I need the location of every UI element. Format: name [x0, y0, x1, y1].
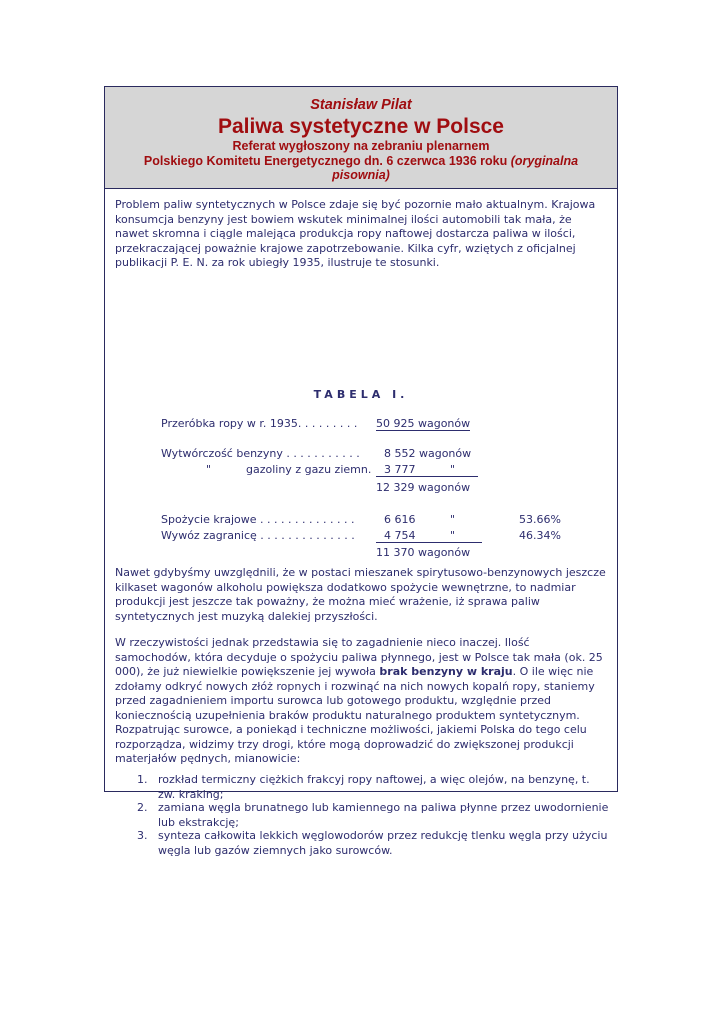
table-value-natural-gasoline: 3 777 [384, 463, 416, 476]
paragraph-2: Nawet gdybyśmy uwzględnili, że w postaci mieszanek spirytusowo-benzynowych jeszcze kilkaset wagonów alkoholu powiększa dodatkowo spożycie wewnętrzne, to nadmiar produkcji jest jeszcze tak poważny, że można mieć wrażenie, iż sprawa paliw syntetycznych jest muzyką dalekiej przyszłości. [115, 566, 606, 623]
document-title: Paliwa systetyczne w Polsce [218, 115, 504, 138]
list-item-number: 1. [137, 773, 148, 786]
document-frame [104, 86, 618, 857]
paragraph-3-start: W rzeczywistości jednak przedstawia się to zagadnienie nieco inaczej. Ilość samochodów, która decyduje o spożyciu paliwa płynnego, jest w Polsce tak mała (ok. 25 000), że już niewielkie powiększenie jej wywoła [115, 636, 603, 678]
list-item-number: 2. [137, 801, 148, 814]
list-item-number: 3. [137, 829, 148, 842]
table-value-domestic-consumption: 6 616 [384, 513, 416, 526]
list-item-text: rozkład termiczny ciężkich frakcyj ropy naftowej, a więc olejów, na benzynę, t. zw. kraking; [158, 773, 590, 801]
table-label-domestic-consumption: Spożycie krajowe . . . . . . . . . . . . . . [161, 513, 355, 526]
table-value-export: 4 754 [384, 529, 416, 542]
paragraph-3-emphasis: brak benzyny w kraju [379, 665, 513, 678]
subtitle-line-2 [105, 154, 617, 183]
subtitle-note: (oryginalna pisownia) [332, 153, 579, 182]
table-title: TABELA I. [313, 388, 409, 401]
paragraph-3-end: . O ile więc nie zdołamy odkryć nowych złóż ropnych i rozwinąć na nich nowych kopalń ropy, staniemy przed zagadnieniem importu surowca lub gotowego produktu, względnie przed koniecznością uzupełnienia braków produktu naturalnego produktem syntetycznym. Rozpatrując surowce, a poniekąd i techniczne możliwości, jakiemi Polska do tego celu rozporządza, widzimy trzy drogi, które mogą doprowadzić do zwiększonej produkcji materjałów pędnych, mianowicie: [115, 665, 595, 765]
table-unit-domestic-consumption: " [450, 513, 456, 526]
subtitle-line-1: Referat wygłoszony na zebraniu plenarnem [232, 139, 490, 153]
table-label-crude-processing: Przeróbka ropy w r. 1935. . . . . . . . . [161, 417, 358, 430]
table-total-distribution: 11 370 wagonów [376, 546, 471, 559]
table-label-gasoline-production: Wytwórczość benzyny . . . . . . . . . . . [161, 447, 360, 460]
author-name: Stanisław Pilat [310, 97, 412, 113]
subtitle-committee: Polskiego Komitetu Energetycznego dn. 6 czerwca 1936 roku [143, 153, 511, 168]
table-value-gasoline-production: 8 552 wagonów [384, 447, 472, 460]
table-pct-domestic-consumption: 53.66% [519, 513, 561, 526]
table-label-natural-gasoline: gazoliny z gazu ziemn. [246, 463, 372, 476]
table-value-crude-processing: 50 925 wagonów [376, 417, 471, 430]
list-item-text: zamiana węgla brunatnego lub kamiennego na paliwa płynne przez uwodornienie lub ekstrakcję; [158, 801, 609, 829]
table-pct-export: 46.34% [519, 529, 561, 542]
table-label-export: Wywóz zagranicę . . . . . . . . . . . . . . [161, 529, 355, 542]
table-unit-export: " [450, 529, 456, 542]
table-ditto-mark: " [206, 463, 212, 476]
document-header [105, 87, 617, 189]
table-unit-natural-gasoline: " [450, 463, 456, 476]
list-item-text: synteza całkowita lekkich węglowodorów przez redukcję tlenku węgla przy użyciu węgla lub gazów ziemnych jako surowców. [158, 829, 608, 857]
table-total-production: 12 329 wagonów [376, 481, 471, 494]
paragraph-3 [115, 636, 607, 767]
paragraph-1: Problem paliw syntetycznych w Polsce zdaje się być pozornie mało aktualnym. Krajowa konsumcja benzyny jest bowiem wskutek minimalnej ilości automobili tak mała, że nawet skromna i ciągle malejąca produkcja ropy naftowej dostarcza paliwa w ilości, przekraczającej poważnie krajowe zapotrzebowanie. Kilka cyfr, wziętych z oficjalnej publikacji P. E. N. za rok ubiegły 1935, ilustruje te stosunki. [115, 198, 596, 269]
